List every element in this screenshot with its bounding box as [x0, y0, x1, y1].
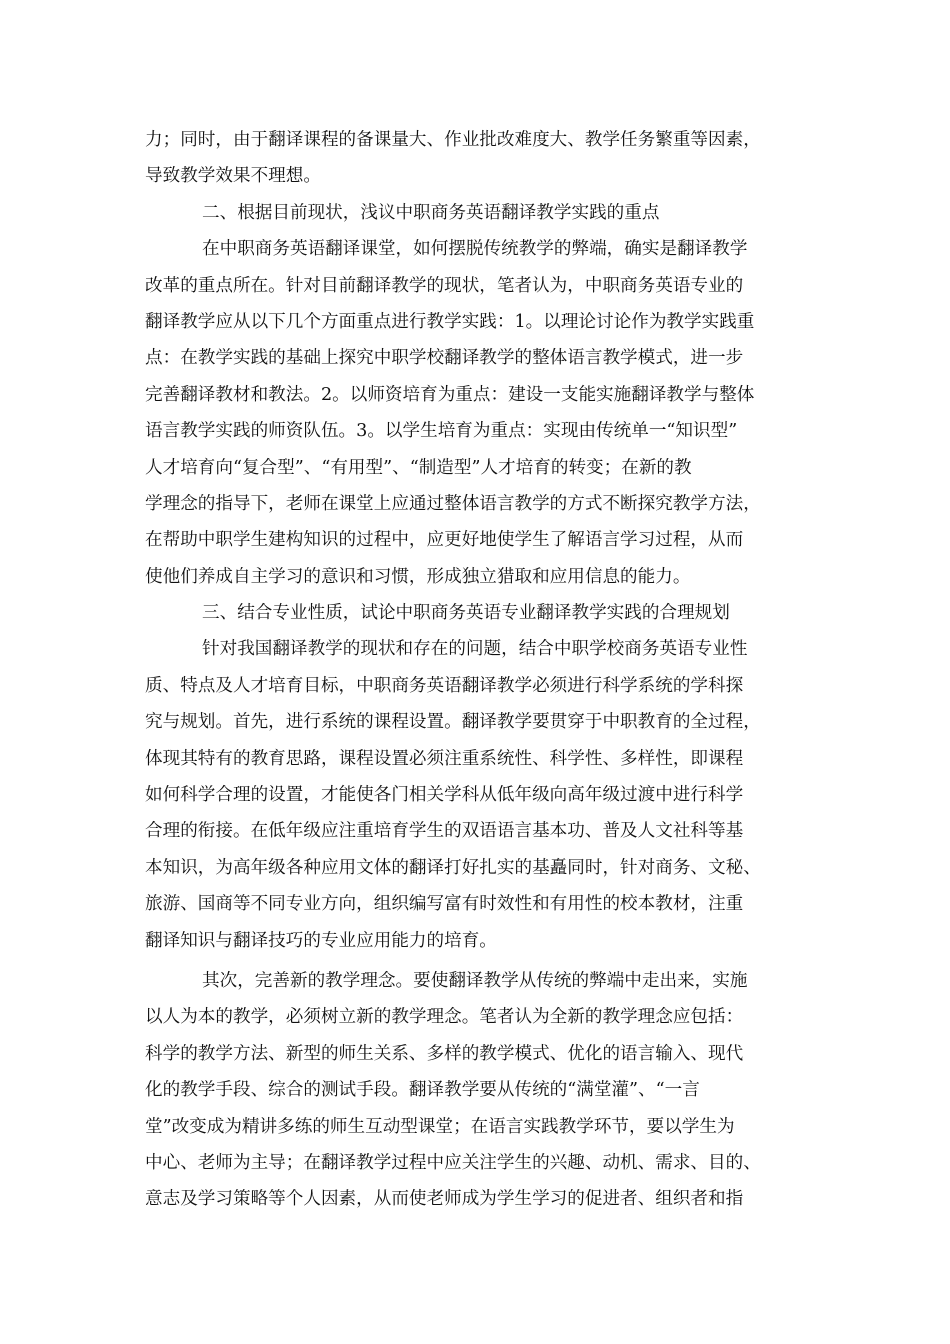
text-line: 合理的衔接。在低年级应注重培育学生的双语语言基本功、普及人文社科等基 [145, 821, 744, 842]
text-line: 究与规划。首先，进行系统的课程设置。翻译教学要贯穿于中职教育的全过程， [145, 712, 761, 733]
text-line: 化的教学手段、综合的测试手段。翻译教学要从传统的“满堂灌”、“一言 [145, 1080, 700, 1101]
section-heading: 二、根据目前现状，浅议中职商务英语翻译教学实践的重点 [202, 202, 660, 223]
text-line: 在帮助中职学生建构知识的过程中，应更好地使学生了解语言学习过程，从而 [145, 530, 744, 551]
text-line: 导致教学效果不理想。 [145, 166, 321, 187]
text-line: 使他们养成自主学习的意识和习惯，形成独立猎取和应用信息的能力。 [145, 566, 691, 587]
body-text [145, 122, 805, 1218]
text-line: 质、特点及人才培育目标，中职商务英语翻译教学必须进行科学系统的学科探 [145, 675, 744, 696]
text-line: 旅游、国商等不同专业方向，组织编写富有时效性和有用性的校本教材，注重 [145, 894, 744, 915]
text-line: 改革的重点所在。针对目前翻译教学的现状，笔者认为，中职商务英语专业的 [145, 275, 744, 296]
text-line: 本知识，为高年级各种应用文体的翻译打好扎实的基矗同时，针对商务、文秘、 [145, 857, 761, 878]
text-line: 堂”改变成为精讲多练的师生互动型课堂；在语言实践教学环节，要以学生为 [145, 1116, 735, 1137]
text-line: 如何科学合理的设置，才能使各门相关学科从低年级向高年级过渡中进行科学 [145, 785, 744, 806]
text-line: 人才培育向“复合型”、“有用型”、“制造型”人才培育的转变；在新的教 [145, 457, 692, 478]
text-line: 意志及学习策略等个人因素，从而使老师成为学生学习的促进者、组织者和指 [145, 1189, 744, 1210]
text-line: 翻译教学应从以下几个方面重点进行教学实践：1。以理论讨论作为教学实践重 [145, 311, 755, 332]
text-line: 体现其特有的教育思路，课程设置必须注重系统性、科学性、多样性，即课程 [145, 748, 744, 769]
text-line: 语言教学实践的师资队伍。3。以学生培育为重点：实现由传统单一“知识型” [145, 421, 738, 442]
text-line: 点：在教学实践的基础上探究中职学校翻译教学的整体语言教学模式，进一步 [145, 348, 744, 369]
text-line: 以人为本的教学，必须树立新的教学理念。笔者认为全新的教学理念应包括： [145, 1007, 744, 1028]
text-line: 在中职商务英语翻译课堂，如何摆脱传统教学的弊端，确实是翻译教学 [202, 239, 748, 260]
text-line: 其次，完善新的教学理念。要使翻译教学从传统的弊端中走出来，实施 [202, 970, 748, 991]
text-line: 针对我国翻译教学的现状和存在的问题，结合中职学校商务英语专业性 [202, 639, 748, 660]
text-line: 完善翻译教材和教法。2。以师资培育为重点：建设一支能实施翻译教学与整体 [145, 384, 755, 405]
text-line: 力；同时，由于翻译课程的备课量大、作业批改难度大、教学任务繁重等因素， [145, 130, 761, 150]
text-line: 翻译知识与翻译技巧的专业应用能力的培育。 [145, 930, 497, 951]
section-heading: 三、结合专业性质，试论中职商务英语专业翻译教学实践的合理规划 [202, 603, 730, 624]
text-line: 科学的教学方法、新型的师生关系、多样的教学模式、优化的语言输入、现代 [145, 1043, 744, 1064]
text-line: 学理念的指导下，老师在课堂上应通过整体语言教学的方式不断探究教学方法， [145, 493, 761, 514]
text-line: 中心、老师为主导；在翻译教学过程中应关注学生的兴趣、动机、需求、目的、 [145, 1152, 761, 1173]
